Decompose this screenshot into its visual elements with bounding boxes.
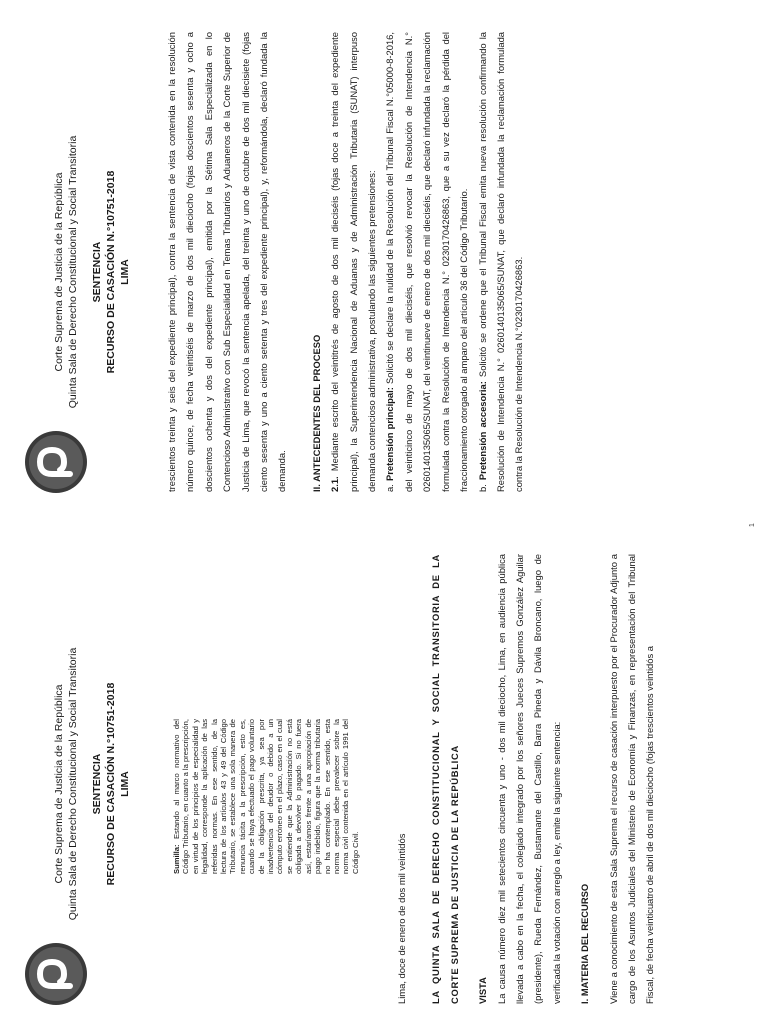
item-2-1-text: Mediante escrito del veintitrés de agosto de dos mil dieciséis (fojas doce a treinta del expediente principal), la Superintendencia Nacional de Aduanas y de Administración Tributaria (SUNAT) interpuso demanda contencioso administrativa, postulando las siguientes pretensiones:	[329, 32, 378, 492]
item-2-1	[326, 32, 381, 492]
section-2-heading: II. ANTECEDENTES DEL PROCESO	[310, 334, 322, 492]
court-name: Corte Suprema de Justicia de la República	[53, 172, 65, 372]
claim-b	[474, 32, 529, 492]
case-number: RECURSO DE CASACIÓN N.°10751-2018	[105, 170, 117, 374]
page-number: 1	[749, 523, 756, 527]
doc-type: SENTENCIA	[91, 753, 103, 815]
section-1-text: Viene a conocimiento de esta Sala Suprema el recurso de casación interpuesto por el Procurador Adjunto a cargo de los Asuntos Judiciales del Ministerio de Economía y Finanzas, en representación del Tribunal Fiscal, de fecha veinticuatro de abril de dos mil dieciocho (fojas trescientos veintidós a	[607, 554, 656, 1004]
doc-type: SENTENCIA	[91, 241, 103, 303]
section-1-heading: I. MATERIA DEL RECURSO	[579, 883, 591, 1004]
claim-b-text: Solicitó se ordene que el Tribunal Fiscal emita nueva resolución confirmando la Resolución de Intendencia N.° 0260140135065/SUNAT, que declaró infundada la reclamación formulada contra la Resolución de Intendencia N.°0230170426863.	[476, 31, 525, 492]
page-1-body	[393, 554, 660, 1004]
claim-a-prefix: a.	[384, 484, 396, 492]
claim-b-label: Pretensión accesoria:	[476, 381, 488, 481]
vista-heading: VISTA	[477, 977, 489, 1004]
case-number: RECURSO DE CASACIÓN N.°10751-2018	[105, 682, 117, 886]
case-city: LIMA	[119, 259, 131, 285]
chamber-name: Quinta Sala de Derecho Constitucional y Social Transitoria	[67, 135, 79, 409]
claim-a-label: Pretensión principal:	[384, 387, 396, 481]
claim-a-text: Solicitó se declare la nulidad de la Resolución del Tribunal Fiscal N.°05000-8-2016, del veinticinco de mayo de dos mil dieciséis, que resolvió revocar la Resolución de Intendencia N.° 0260140135065/SUNAT, del veintinueve de enero de dos mil dieciséis, que declaró infundada la reclamación formulada contra la Resolución de Intendencia N.° 0230170426863, que a su vez declaró la pérdida del fraccionamiento otorgado al amparo del artículo 36 del Código Tributario.	[384, 32, 470, 492]
item-2-1-number: 2.1.	[329, 476, 341, 492]
page-header	[52, 604, 132, 964]
chamber-name: Quinta Sala de Derecho Constitucional y Social Transitoria	[67, 647, 79, 921]
case-city: LIMA	[119, 771, 131, 797]
claim-b-prefix: b.	[476, 484, 488, 492]
date-line: Lima, doce de enero de dos mil veintidós	[396, 833, 407, 1004]
sumilla-label: Sumilla:	[172, 844, 181, 874]
sumilla	[172, 719, 360, 874]
vista-text: La causa número diez mil setecientos cincuenta y uno - dos mil dieciocho, Lima, en audiencia pública llevada a cabo en la fecha, el colegiado integrado por los señores Jueces Supremos González Aguilar (presidente), Rueda Fernández, Bustamante del Castillo, Barra Pineda y Dávila Broncano, luego de verificada la votación con arreglo a ley, emite la siguiente sentencia:	[495, 554, 562, 1004]
claim-a	[381, 32, 473, 492]
page-1	[0, 512, 768, 1024]
sumilla-text: Estando al marco normativo del Código Tributario, en cuanto a la prescripción, en virtud de los principios de especialidad y legalidad, corresponde la aplicación de las referidas normas. En ese sentido, de la lectura de los artículos 43 y 49 del Código Tributario, se establece una sola manera de renuncia tácita a la prescripción, esto es, cuando se haya efectuado el pago voluntario de la obligación prescrita, ya sea por inadvertencia del deudor o debido a un cómputo erróneo en el plazo, caso en el cual se entiende que la Administración no está obligada a devolver lo pagado. Si no fuera así, estaríamos frente a una apropiación de pago indebido, figura que la norma tributaria no ha contemplado. En ese sentido, esta norma especial debe prevalecer sobre la norma civil contenida en el artículo 1991 del Código Civil.	[172, 719, 360, 874]
page-2-body	[163, 32, 529, 492]
page-header	[52, 92, 132, 452]
paragraph-continued: trescientos treinta y seis del expediente principal), contra la sentencia de vista contenida en la resolución número quince, de fecha veintiséis de marzo de dos mil dieciocho (fojas doscientos sesenta y ocho a doscientos ochenta y dos del expediente principal), emitida por la Sétima Sala Especializada en lo Contencioso Administrativo con Sub Especialidad en Temas Tributarios y Aduaneros de la Corte Superior de Justicia de Lima, que revocó la sentencia apelada, del treinta y uno de octubre de dos mil diecisiete (fojas ciento sesenta y uno a ciento setenta y tres del expediente principal), y, reformándola, declaró fundada la demanda.	[166, 32, 288, 492]
chamber-heading: LA QUINTA SALA DE DERECHO CONSTITUCIONAL Y SOCIAL TRANSITORIA DE LA CORTE SUPREMA DE JUSTICIA DE LA REPÚBLICA	[430, 554, 460, 1004]
court-name: Corte Suprema de Justicia de la República	[53, 684, 65, 884]
